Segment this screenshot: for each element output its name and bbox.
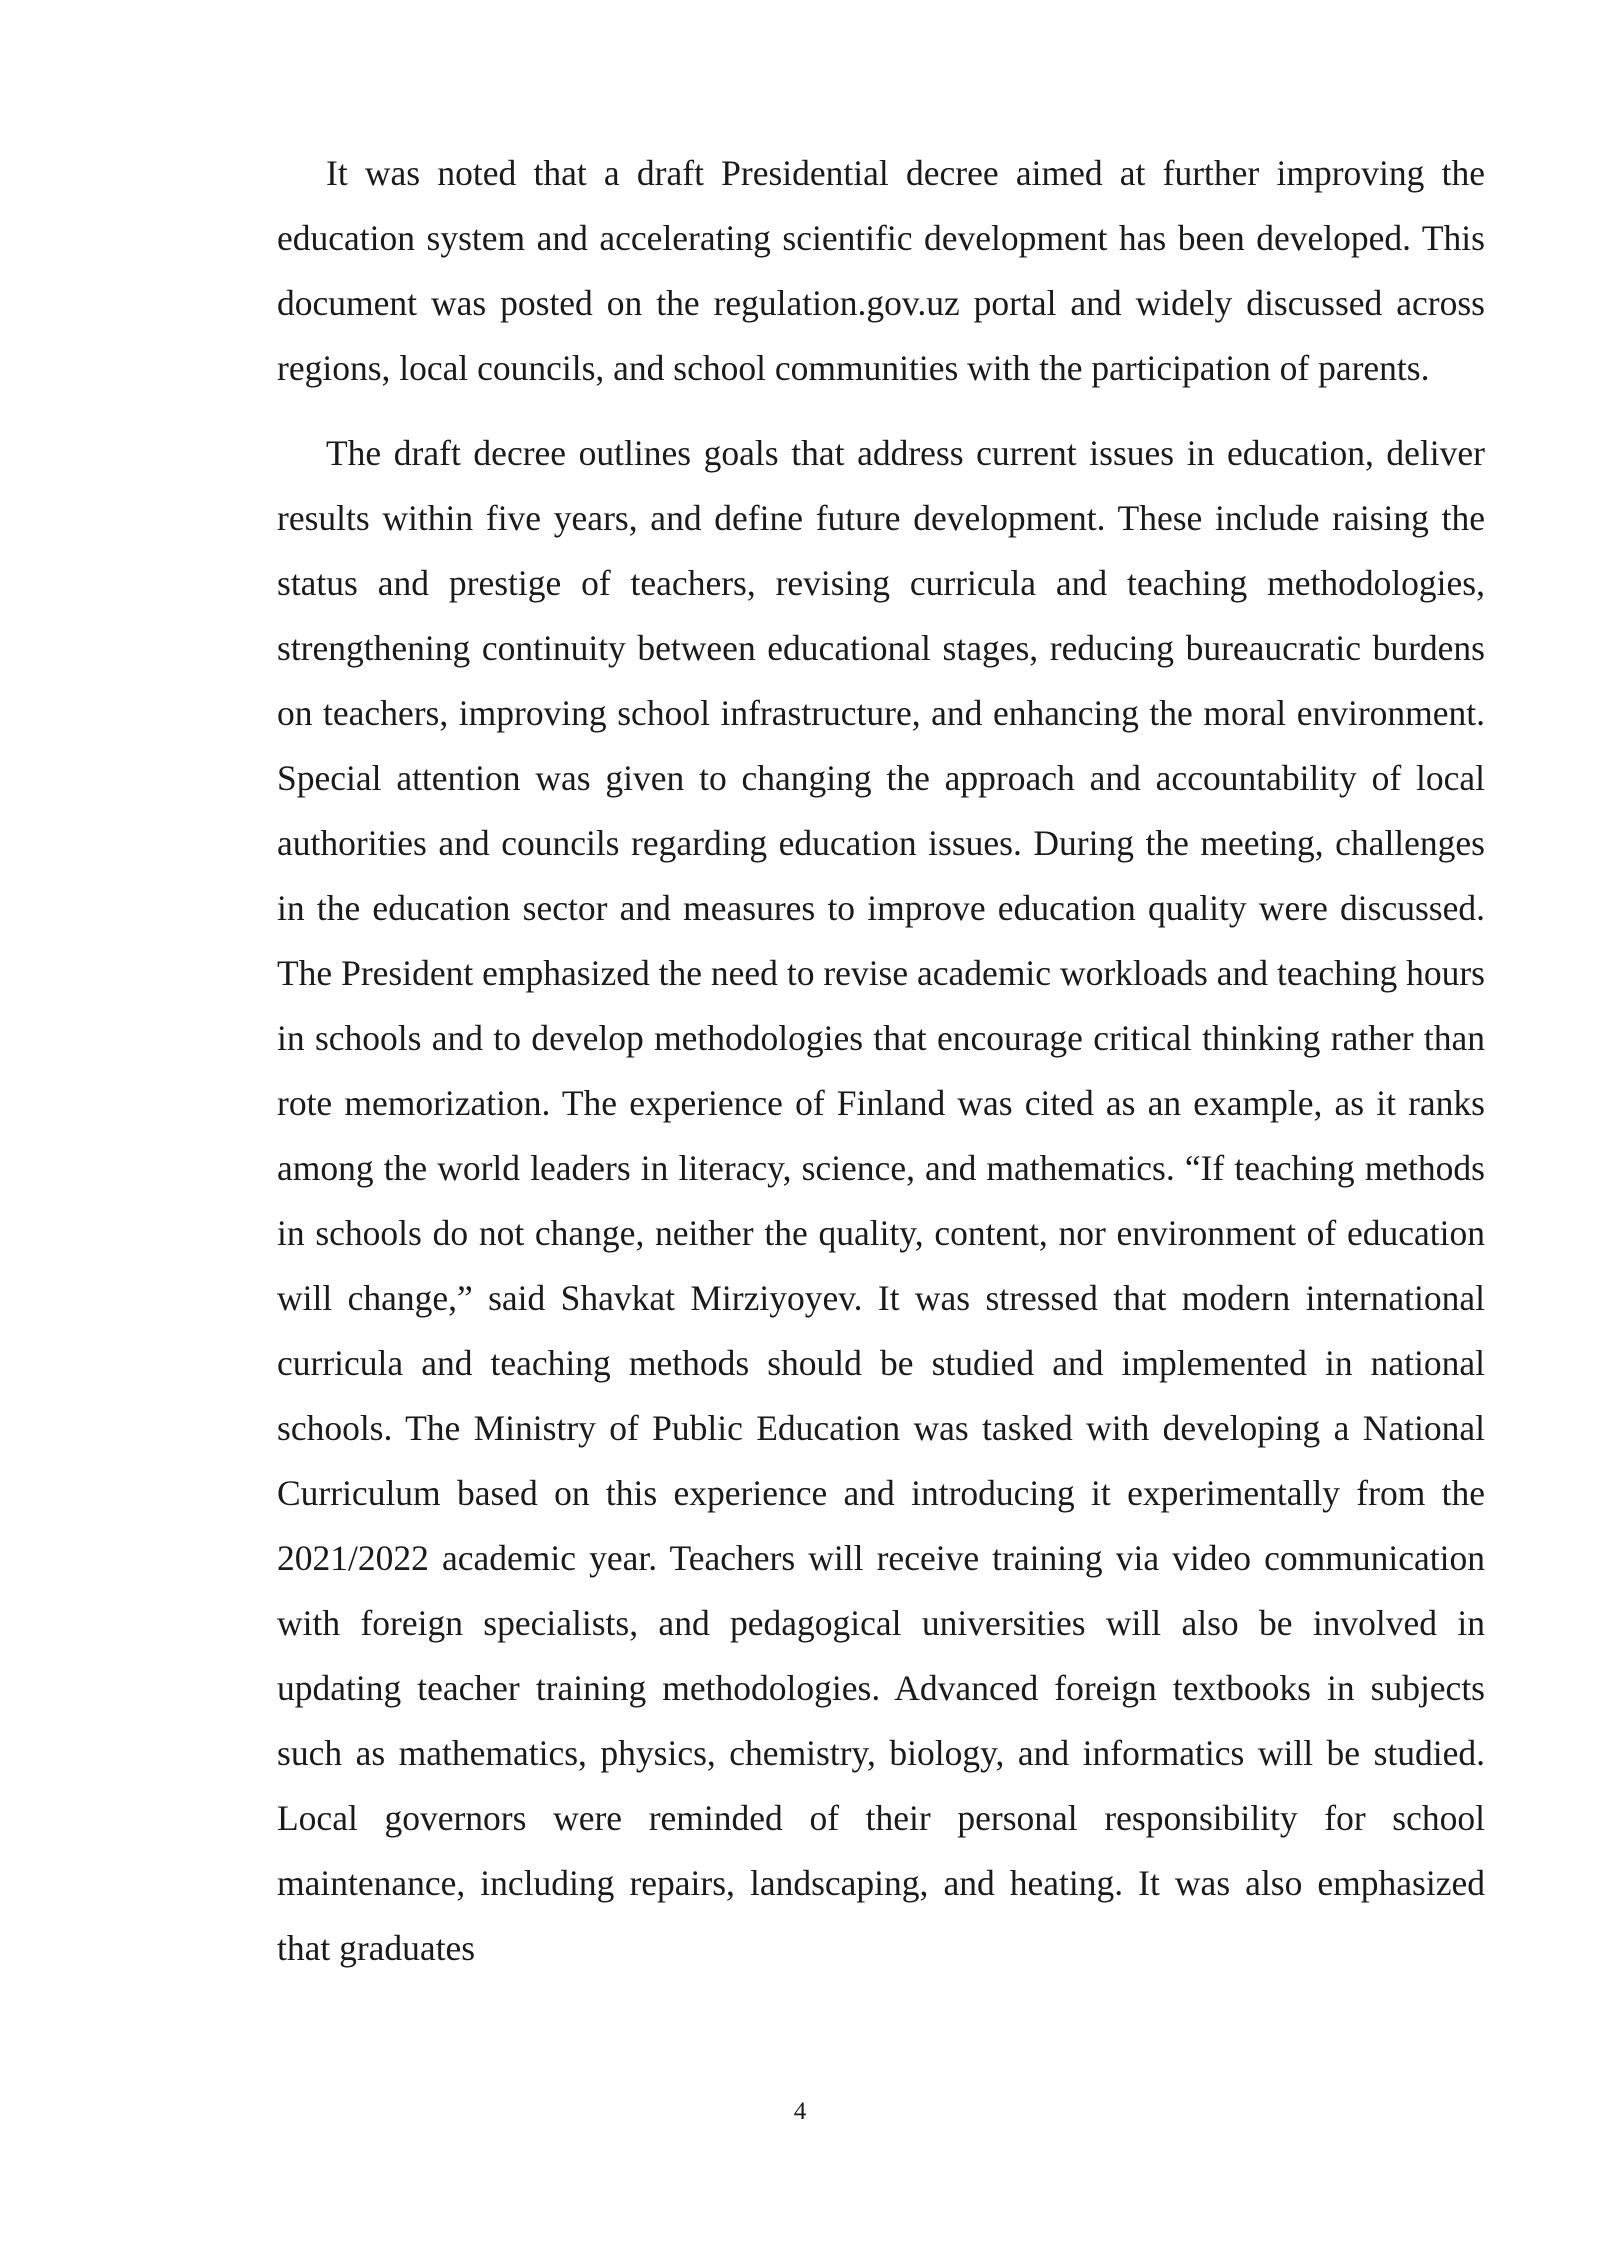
- body-text: [277, 141, 1485, 1981]
- paragraph-draft-decree-intro: It was noted that a draft Presidential decree aimed at further improving the education system and accelerating scientific development has been developed. This document was posted on the regulation.gov.uz portal and widely discussed across regions, local councils, and school communities with the participation of parents.: [277, 153, 1485, 388]
- paragraph-draft-decree-goals: The draft decree outlines goals that address current issues in education, deliver results within five years, and define future development. These include raising the status and prestige of teachers, revising curricula and teaching methodologies, strengthening continuity between educational stages, reducing bureaucratic burdens on teachers, improving school infrastructure, and enhancing the moral environment. Special attention was given to changing the approach and accountability of local authorities and councils regarding education issues. During the meeting, challenges in the education sector and measures to improve education quality were discussed. The President emphasized the need to revise academic workloads and teaching hours in schools and to develop methodologies that encourage critical thinking rather than rote memorization. The experience of Finland was cited as an example, as it ranks among the world leaders in literacy, science, and mathematics. “If teaching methods in schools do not change, neither the quality, content, nor environment of education will change,” said Shavkat Mirziyoyev. It was stressed that modern international curricula and teaching methods should be studied and implemented in national schools. The Ministry of Public Education was tasked with developing a National Curriculum based on this experience and introducing it experimentally from the 2021/2022 academic year. Teachers will receive training via video communication with foreign specialists, and pedagogical universities will also be involved in updating teacher training methodologies. Advanced foreign textbooks in subjects such as mathematics, physics, chemistry, biology, and informatics will be studied. Local governors were reminded of their personal responsibility for school maintenance, including repairs, landscaping, and heating. It was also emphasized that graduates: [277, 433, 1485, 1968]
- page-number: 4: [793, 2098, 807, 2125]
